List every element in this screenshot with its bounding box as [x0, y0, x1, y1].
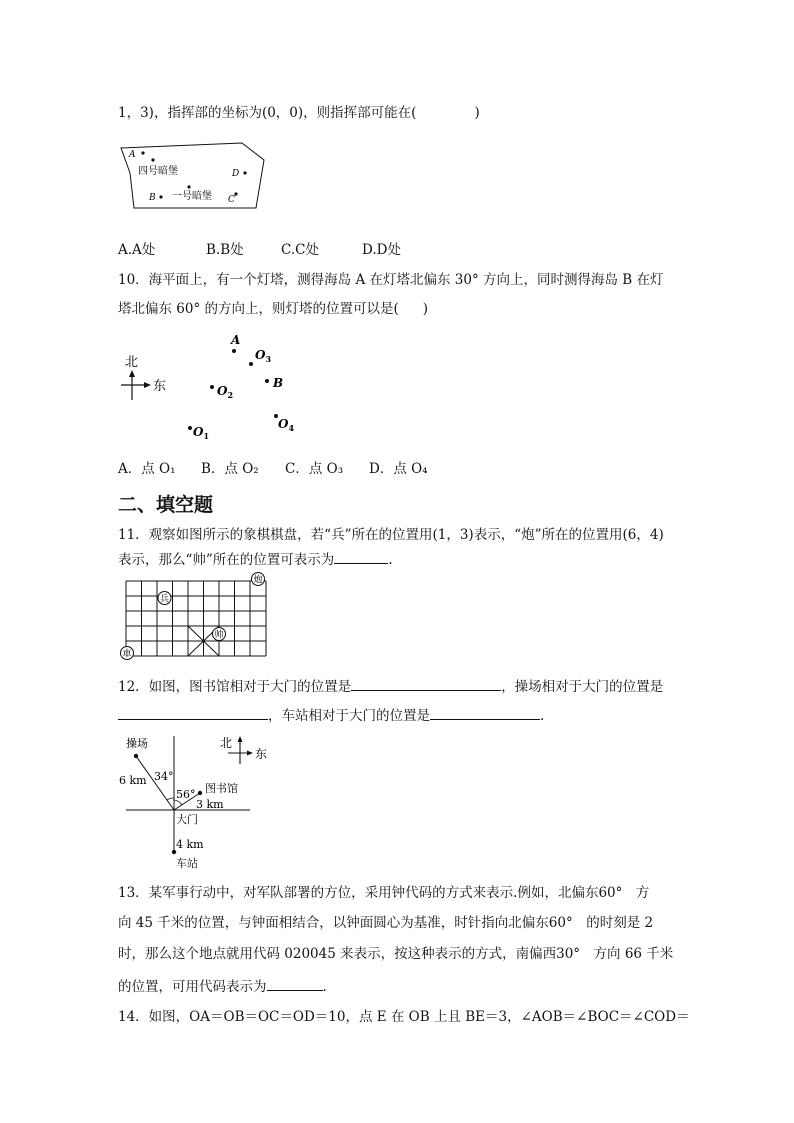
q9-options: [118, 238, 401, 258]
q10-north-label: 北: [125, 355, 139, 370]
q12-line1: 12．如图，图书馆相对于大门的位置是 ，操场相对于大门的位置是: [118, 676, 663, 696]
q9-option-c[interactable]: C.C处: [281, 242, 319, 258]
q12-label-playground: 操场: [126, 737, 148, 750]
q12-point-library: [198, 791, 202, 795]
q10-point-o1: [188, 426, 192, 430]
q10-label-o2: $O_2$: [217, 384, 234, 400]
q13-line2: 向 45 千米的位置，与钟面相结合，以钟面圆心为基准，时针指向北偏东60° 的时刻是 2: [118, 915, 654, 931]
q12-line2: ，车站相对于大门的位置是 .: [118, 705, 544, 725]
q12-label-6km: 6 km: [119, 774, 147, 787]
q10-label-o4: $O_4$: [278, 417, 295, 433]
q10-line2: 塔北偏东 60° 的方向上，则灯塔的位置可以是( ): [118, 301, 429, 317]
section-title: 二、填空题: [118, 494, 214, 516]
q10-option-a[interactable]: A．点 O₁: [118, 461, 176, 477]
q9-label-bunker4: 四号暗堡: [138, 166, 178, 177]
q9-stem: 1，3)，指挥部的坐标为(0，0)，则指挥部可能在( ): [118, 105, 480, 121]
q11-answer-blank[interactable]: [334, 549, 388, 564]
q12-compass-north-label: 北: [220, 736, 233, 750]
q10-label-a: A: [231, 333, 241, 347]
q12-label-34deg: 34°: [154, 770, 174, 783]
q12-compass-east-label: 东: [255, 747, 268, 761]
q10-option-d[interactable]: D．点 O₄: [369, 461, 428, 477]
q9-point-a: [141, 151, 144, 154]
q9-point-c: [234, 192, 237, 195]
q11-line1: 11．观察如图所示的象棋棋盘，若“兵”所在的位置用(1，3)表示，“炮”所在的位置用(6，4): [118, 527, 664, 543]
q10-label-o3: $O_3$: [255, 348, 272, 364]
q11-piece-bing: [158, 592, 171, 605]
q9-point-bunker1: [187, 185, 190, 188]
q10-north-arrow: [129, 370, 135, 377]
q12-compass-east-arrow: [247, 751, 253, 756]
q9-map-figure: [118, 138, 270, 218]
q10-east-label: 东: [153, 379, 167, 394]
q10-option-b[interactable]: B．点 O₂: [201, 461, 259, 477]
q11-line2: 表示，那么“帅”所在的位置可表示为 .: [118, 549, 393, 569]
q10-point-o2: [210, 385, 214, 389]
q9-option-d[interactable]: D.D处: [362, 242, 401, 258]
q10-point-b: [265, 379, 269, 383]
q9-label-c: C: [228, 195, 235, 205]
svg-text:炮: 炮: [253, 575, 263, 586]
q11-piece-pao: [252, 573, 265, 586]
q12-compass-north-arrow: [238, 736, 243, 742]
q13-line3: 时，那么这个地点就用代码 020045 来表示，按这种表示的方式，南偏西30° 方向 66 千米: [118, 946, 674, 962]
q12-station-blank[interactable]: [430, 705, 540, 720]
q12-figure: [118, 732, 280, 874]
q11-piece-che: [121, 647, 134, 660]
q10-label-o1: $O_1$: [193, 425, 210, 441]
q10-line1: 10．海平面上，有一个灯塔，测得海岛 A 在灯塔北偏东 30° 方向上，同时测得海岛 B 在灯: [118, 272, 664, 288]
q11-chessboard-figure: [118, 570, 274, 662]
q10-east-arrow: [144, 382, 151, 388]
q10-point-a: [232, 349, 236, 353]
q9-option-b[interactable]: B.B处: [206, 242, 244, 258]
q9-point-bunker4: [151, 158, 154, 161]
q12-label-station: 车站: [176, 857, 198, 870]
q9-point-b: [159, 195, 162, 198]
q12-label-56deg: 56°: [176, 788, 196, 801]
q12-label-3km: 3 km: [196, 798, 224, 811]
q9-option-a[interactable]: A.A处: [118, 242, 156, 258]
svg-text:帅: 帅: [214, 630, 224, 641]
svg-text:兵: 兵: [159, 594, 170, 605]
q12-library-blank[interactable]: [351, 676, 501, 691]
q13-answer-blank[interactable]: [267, 976, 323, 991]
q9-point-d: [243, 171, 246, 174]
q12-playground-blank[interactable]: [118, 705, 268, 720]
q12-label-library: 图书馆: [205, 782, 238, 795]
q12-point-playground: [134, 754, 138, 758]
q10-figure: [118, 328, 308, 446]
q11-board-grid: [126, 581, 266, 656]
q12-label-gate: 大门: [176, 813, 198, 826]
q9-label-d: D: [232, 169, 240, 179]
q12-angle-34-arc: [167, 798, 174, 800]
q9-label-b: B: [149, 193, 156, 203]
q14-line1: 14．如图，OA＝OB＝OC＝OD＝10，点 E 在 OB 上且 BE＝3，∠AOB＝∠BOC＝∠COD＝: [118, 1009, 690, 1025]
q10-label-b: B: [273, 376, 284, 390]
q10-option-c[interactable]: C．点 O₃: [285, 461, 344, 477]
q10-options: [118, 457, 428, 477]
q13-line4: 的位置，可用代码表示为 .: [118, 976, 327, 996]
q10-point-o3: [249, 362, 253, 366]
q12-label-4km: 4 km: [176, 838, 204, 851]
q9-label-bunker1: 一号暗堡: [172, 191, 212, 202]
q9-label-a: A: [129, 150, 136, 160]
svg-text:車: 車: [122, 649, 132, 660]
q11-piece-shuai: [213, 628, 226, 641]
q13-line1: 13．某军事行动中，对军队部署的方位，采用钟代码的方式来表示.例如，北偏东60° 方: [118, 885, 650, 901]
